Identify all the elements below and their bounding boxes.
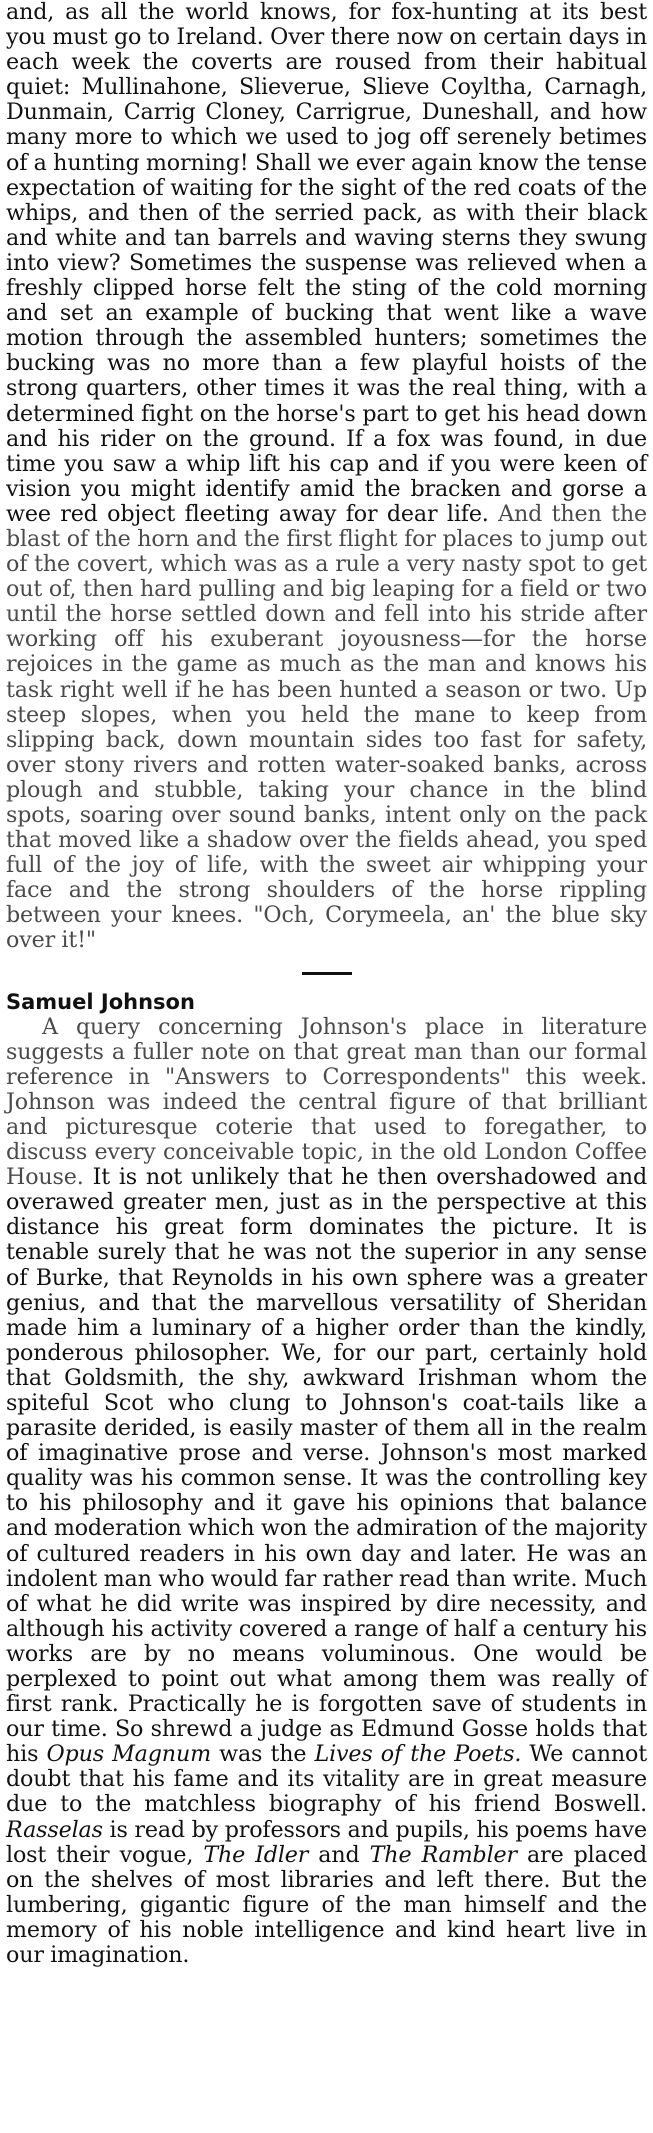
opus-magnum-title: Opus Magnum — [46, 1741, 211, 1768]
johnson-text-faded: A query concerning Johnson's place in literature suggests a fuller note on that great man than our formal reference in "Answers to Correspondents" this week. Johnson was indeed the central figure of that brilliant and picturesque coterie that used to foregather, to discuss every conceivable topic, in the old London Coffee House. — [6, 1013, 647, 1191]
hunting-paragraph — [6, 0, 647, 954]
hunting-text-faded: And then the blast of the horn and the first flight for places to jump out of the covert, which was as a rule a very nasty spot to get out of, then hard pulling and big leaping for a field or two until the horse settled down and fell into his stride after working off his exuberant joyousness—for the horse rejoices in the game as much as the man and knows his task right well if he has been hunted a season or two. Up steep slopes, when you held the mane to keep from slipping back, down mountain sides too fast for safety, over stony rivers and rotten water-soaked banks, across plough and stubble, taking your chance in the blind spots, soaring over sound banks, intent only on the pack that moved like a shadow over the fields ahead, you sped full of the joy of life, with the sweet air whipping your face and the strong shoulders of the horse rippling between your knees. "Och, Corymeela, an' the blue sky over it!" — [6, 500, 647, 954]
johnson-text-b: We cannot doubt that his fame and its vitality are in great measure due to the matchless biography of his friend Boswell. — [6, 1741, 647, 1818]
johnson-text-a: It is not unlikely that he then overshadowed and overawed greater men, just as in the perspective at this distance his great form dominates the picture. It is tenable surely that he was not the superior in any sense of Burke, that Reynolds in his own sphere was a greater genius, and that the marvellous versatility of Sheridan made him a luminary of a higher order than the kindly, ponderous philosopher. We, for our part, certainly hold that Goldsmith, the shy, awkward Irishman whom the spiteful Scot who clung to Johnson's coat-tails like a parasite derided, is easily master of them all in the realm of imaginative prose and verse. Johnson's most marked quality was his common sense. It was the controlling key to his philosophy and it gave his opinions that balance and moderation which won the admiration of the majority of cultured readers in his own day and later. He was an indolent man who would far rather read than write. Much of what he did write was inspired by dire necessity, and although his activity covered a range of half a century his works are by no means voluminous. One would be perplexed to point out what among them was really of first rank. Practically he is forgotten save of students in our time. So shrewd a judge as Edmund Gosse holds that his — [6, 1164, 647, 1768]
johnson-text-and: and — [318, 1841, 360, 1868]
rasselas-title: Rasselas — [6, 1816, 103, 1843]
johnson-text-was: was the — [219, 1741, 307, 1768]
johnson-paragraph — [6, 1015, 647, 1969]
lives-of-poets-title: Lives of the Poets. — [314, 1741, 522, 1768]
section-heading: Samuel Johnson — [6, 989, 195, 1014]
section-divider — [302, 972, 352, 975]
hunting-text-main: and, as all the world knows, for fox-hunting at its best you must go to Ireland. Over there now on certain days in each week the coverts are roused from their habitual quiet: Mullinahone, Slieverue, Slieve Coyltha, Carnagh, Dunmain, Carrig Cloney, Carrigrue, Duneshall, and how many more to which we used to jog off serenely betimes of a hunting morning! Shall we ever again know the tense expectation of waiting for the sight of the red coats of the whips, and then of the serried pack, as with their black and white and tan barrels and waving sterns they swung into view? Sometimes the suspense was relieved when a freshly clipped horse felt the sting of the cold morning and set an example of bucking that went like a wave motion through the assembled hunters; sometimes the bucking was no more than a few playful hoists of the strong quarters, other times it was the real thing, with a determined fight on the horse's part to get his head down and his rider on the ground. If a fox was found, in due time you saw a whip lift his cap and if you were keen of vision you might identify amid the bracken and gorse a wee red object fleeting away for dear life. — [6, 0, 647, 527]
johnson-text-d: are placed on the shelves of most libraries and left there. But the lumbering, gigantic figure of the man himself and the memory of his noble intelligence and kind heart live in our imagination. — [6, 1841, 648, 1969]
johnson-text-c: is read by professors and pupils, his poems have lost their vogue, — [6, 1816, 647, 1868]
rambler-title: The Rambler — [369, 1841, 517, 1868]
idler-title: The Idler — [203, 1841, 309, 1868]
